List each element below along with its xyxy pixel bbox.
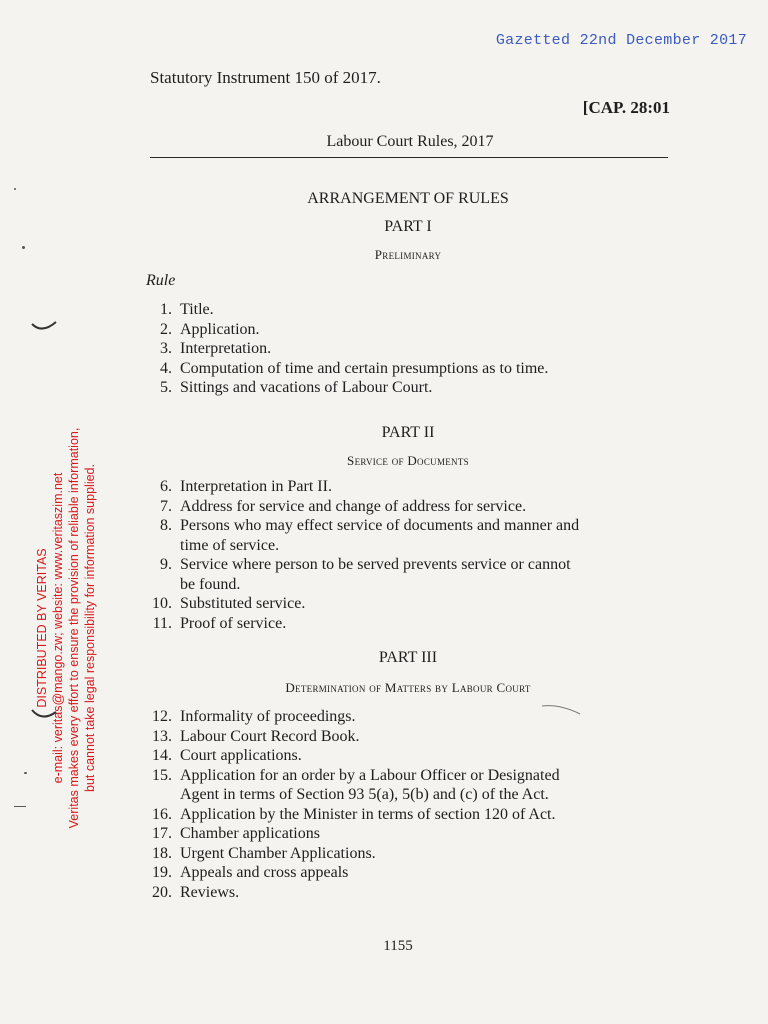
list-item: 6. Interpretation in Part II. — [160, 478, 332, 495]
instrument-number: Statutory Instrument 150 of 2017. — [150, 68, 381, 87]
notice-line-4: but cannot take legal responsibility for information supplied. — [83, 464, 97, 792]
title-divider — [150, 157, 668, 158]
scan-speck — [24, 772, 27, 774]
list-item: 9. Service where person to be served prevents service or cannot be found. — [160, 556, 571, 593]
part-2-title: PART II — [381, 424, 435, 441]
part-3-rule-list — [140, 707, 670, 902]
part-2-rule-list — [140, 477, 670, 633]
list-item: 5. Sittings and vacations of Labour Court. — [160, 379, 433, 396]
part-1-title: PART I — [384, 218, 432, 235]
list-item: 7. Address for service and change of address for service. — [160, 497, 527, 515]
part-3-subtitle: Determination of Matters by Labour Court — [285, 680, 531, 695]
list-item: 14. Court applications. — [152, 747, 302, 764]
scan-speck — [14, 188, 16, 190]
list-item: 2. Application. — [160, 320, 260, 338]
rule-column-label: Rule — [146, 272, 176, 289]
scan-speck — [14, 806, 26, 807]
part-2-subtitle: Service of Documents — [347, 453, 469, 468]
page-number: 1155 — [383, 938, 413, 954]
notice-line-1: DISTRIBUTED BY VERITAS — [35, 548, 49, 708]
gazette-date-note: Gazetted 22nd December 2017 — [495, 32, 747, 49]
notice-line-2: e-mail: veritas@mango.zw; website: www.veritaszim.net — [51, 472, 65, 784]
list-item: 17. Chamber applications — [152, 825, 320, 842]
scan-mark-icon — [30, 704, 60, 722]
arrangement-title: ARRANGEMENT OF RULES — [307, 190, 509, 207]
list-item: 19. Appeals and cross appeals — [152, 864, 349, 881]
list-item: 1. Title. — [160, 301, 214, 318]
notice-line-3: Veritas makes every effort to ensure the provision of reliable information, — [67, 427, 81, 829]
list-item: 11. Proof of service. — [152, 614, 287, 632]
list-item: 8. Persons who may effect service of documents and manner and time of service. — [160, 517, 580, 554]
scan-mark-icon — [540, 702, 584, 716]
list-item: 16. Application by the Minister in terms of section 120 of Act. — [152, 805, 556, 823]
part-1-rule-list — [140, 300, 670, 398]
part-1-subtitle: Preliminary — [374, 247, 442, 262]
scan-speck — [22, 246, 25, 249]
list-item: 13. Labour Court Record Book. — [152, 727, 360, 745]
list-item: 12. Informality of proceedings. — [152, 708, 356, 725]
list-item: 18. Urgent Chamber Applications. — [152, 844, 376, 862]
list-item: 20. Reviews. — [152, 883, 240, 901]
list-item: 10. Substituted service. — [152, 595, 306, 612]
short-title: Labour Court Rules, 2017 — [326, 133, 494, 150]
chapter-reference: [CAP. 28:01 — [582, 98, 670, 117]
part-3-title: PART III — [378, 649, 438, 666]
distribution-notice — [34, 428, 98, 829]
scan-mark-icon — [30, 318, 60, 334]
list-item: 4. Computation of time and certain presumptions as to time. — [160, 359, 549, 377]
list-item: 3. Interpretation. — [160, 340, 272, 357]
list-item: 15. Application for an order by a Labour Officer or Designated Agent in terms of Section 93 5(a), 5(b) and (c) of the Act. — [152, 766, 560, 803]
